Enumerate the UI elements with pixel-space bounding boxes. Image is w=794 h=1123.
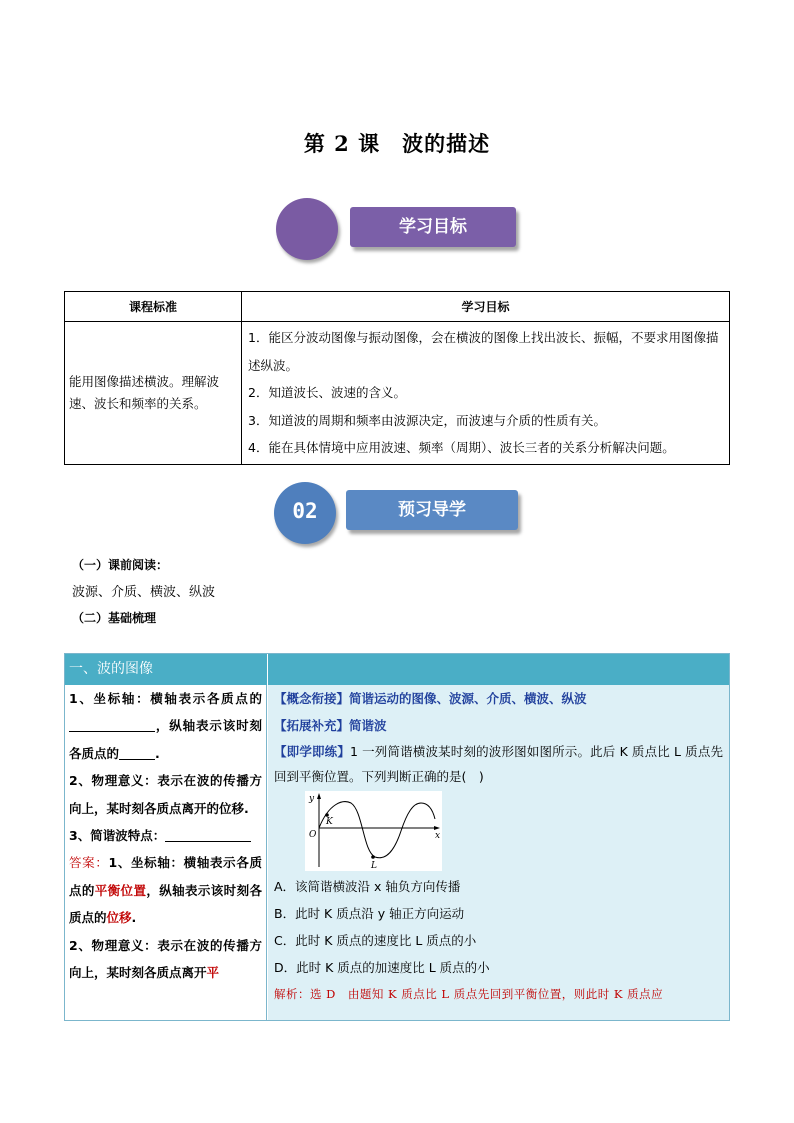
pre-reading-text: 波源、介质、横波、纵波 [72, 585, 216, 600]
section-icon-circle [276, 198, 338, 260]
section-banner-preview: 预习导学 [346, 490, 518, 530]
section-number-badge: 02 [274, 482, 336, 544]
practice-question: 【即学即练】1 一列简谐横波某时刻的波形图如图所示。此后 K 质点比 L 质点先回到平衡位置。下列判断正确的是( ) [274, 744, 723, 784]
goal-item: 4．能在具体情境中应用波速、频率（周期）、波长三者的关系分析解决问题。 [248, 440, 675, 455]
waveform-graph [305, 791, 442, 871]
header-divider [267, 654, 268, 685]
fill-blank [119, 745, 155, 760]
coordinate-axis-line: 1、坐标轴：横轴表示各质点的，纵轴表示该时刻各质点的 . [69, 691, 262, 761]
answer-label: 答案： [69, 855, 109, 871]
objectives-table [64, 291, 730, 465]
option-c: C．此时 K 质点的速度比 L 质点的小 [274, 933, 477, 948]
point-l-label: L [371, 861, 377, 871]
option-d: D．此时 K 质点的加速度比 L 质点的小 [274, 960, 490, 975]
answer-meaning-line: 2、物理意义：表示在波的传播方向上，某时刻各质点离开平 [69, 937, 262, 981]
origin-label: O [309, 830, 317, 840]
wave-image-table [64, 653, 730, 1021]
y-axis-label: y [309, 794, 315, 804]
option-b: B．此时 K 质点沿 y 轴正方向运动 [274, 906, 465, 921]
point-k-label: K [326, 817, 333, 827]
fill-blank [69, 717, 155, 732]
pre-reading-heading: （一）课前阅读： [72, 558, 169, 572]
extension-column [268, 685, 729, 1020]
table-header-row [65, 654, 729, 685]
notes-column [65, 685, 267, 1020]
option-a: A．该简谐横波沿 x 轴负方向传播 [274, 879, 461, 894]
header-curriculum-standard: 课程标准 [65, 292, 242, 322]
physical-meaning-line: 2、物理意义：表示在波的传播方向上，某时刻各质点离开的位移. [69, 773, 262, 816]
basics-heading: （二）基础梳理 [72, 611, 157, 625]
page-title: 第 2 课 波的描述 [303, 131, 491, 156]
simple-wave-feature-line: 3、简谐波特点： [69, 822, 262, 849]
table-header-title: 一、波的图像 [69, 661, 153, 677]
y-axis-arrow [317, 793, 321, 799]
goal-item: 3．知道波的周期和频率由波源决定，而波速与介质的性质有关。 [248, 412, 606, 428]
answer-block: 答案：1、坐标轴：横轴表示各质点的平衡位置，纵轴表示该时刻各质点的位移. [69, 855, 262, 926]
x-axis-arrow [434, 826, 440, 830]
learning-goals-cell [242, 322, 730, 465]
point-l-dot [371, 855, 375, 859]
wave-curve [319, 802, 435, 858]
x-axis-label: x [435, 831, 441, 841]
section-banner-learning-goals: 学习目标 [350, 207, 516, 247]
concept-link-line: 【概念衔接】简谐运动的图像、波源、介质、横波、纵波 [274, 691, 587, 706]
header-learning-goals: 学习目标 [242, 292, 730, 322]
analysis-text: 解析：选 D 由题知 K 质点比 L 质点先回到平衡位置，则此时 K 质点应 [274, 987, 664, 1001]
fill-blank [165, 827, 251, 842]
goal-item: 2．知道波长、波速的含义。 [248, 385, 406, 400]
goal-item: 1．能区分波动图像与振动图像，会在横波的图像上找出波长、振幅，不要求用图像描述纵波。 [248, 330, 719, 373]
extension-line: 【拓展补充】简谐波 [274, 718, 387, 733]
curriculum-standard-cell: 能用图像描述横波。理解波速、波长和频率的关系。 [65, 322, 242, 465]
